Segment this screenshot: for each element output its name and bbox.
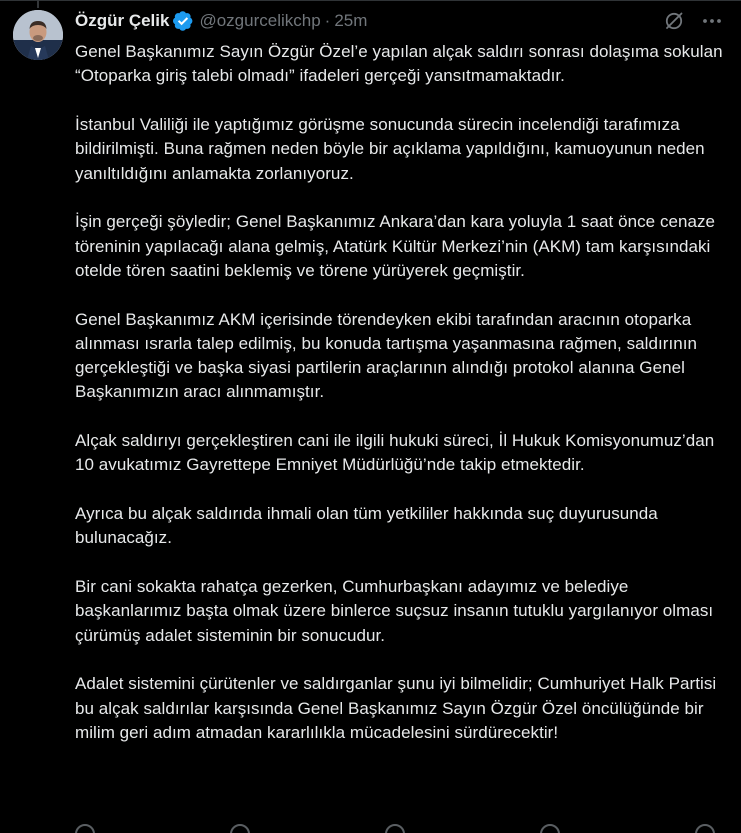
display-name[interactable]: Özgür Çelik (75, 11, 170, 30)
separator-dot: · (324, 11, 331, 30)
like-icon[interactable] (385, 824, 405, 833)
thread-connector (37, 0, 39, 8)
avatar-image (13, 10, 63, 60)
share-icon[interactable] (695, 824, 715, 833)
repost-icon[interactable] (230, 824, 250, 833)
grok-icon[interactable] (663, 10, 685, 32)
handle[interactable]: @ozgurcelikchp (199, 11, 321, 30)
tweet-paragraph-6: Ayrıca bu alçak saldırıda ihmali olan tüm yetkililer hakkında suç duyurusunda bulunacağız. (75, 504, 658, 548)
tweet-header (75, 9, 367, 33)
timestamp[interactable]: 25m (334, 11, 368, 30)
tweet-paragraph-3: İşin gerçeği şöyledir; Genel Başkanımız Ankara’dan kara yoluyla 1 saat önce cenaze töreninin yapılacağı alana gelmiş, Atatürk Kültür Merkezi’nin (AKM) tam karşısındaki otelde tören saatini beklemiş ve törene yürüyerek geçmiştir. (75, 212, 716, 280)
tweet-paragraph-1: Genel Başkanımız Sayın Özgür Özel’e yapılan alçak saldırı sonrası dolaşıma sokulan “Otoparka giriş talebi olmadı” ifadeleri gerçeği yansıtmamaktadır. (75, 42, 723, 86)
tweet-paragraph-7: Bir cani sokakta rahatça gezerken, Cumhurbaşkanı adayımız ve belediye başkanlarımız başta olmak üzere binlerce suçsuz insanın tutuklu yargılanıyor olması çürümüş adalet sisteminin bir sonucudur. (75, 577, 714, 645)
tweet-action-bar (75, 824, 715, 833)
avatar[interactable] (13, 10, 63, 60)
verified-badge-icon (172, 10, 194, 32)
tweet-paragraph-4: Genel Başkanımız AKM içerisinde törendeyken ekibi tarafından aracının otoparka alınması ısrarla talep edilmiş, bu konuda tartışma yaşanmasına rağmen, saldırının gerçekleştiği ve başka siyasi partilerin araçlarının alındığı protokol alanına Genel Başkanımızın aracı alınmamıştır. (75, 309, 698, 402)
more-icon[interactable] (701, 10, 723, 32)
tweet-paragraph-8: Adalet sistemini çürütenler ve saldırganlar şunu iyi bilmelidir; Cumhuriyet Halk Partisi bu alçak saldırılar karşısında Genel Başkanımız Sayın Özgür Özel öncülüğünde bir milim geri adım atmadan kararlılıkla mücadelesini sürdürecektir! (75, 674, 717, 742)
tweet-paragraph-2: İstanbul Valiliği ile yaptığımız görüşme sonucunda sürecin incelendiği tarafımıza bildirilmişti. Buna rağmen neden böyle bir açıklama yapıldığını, kamuoyunun neden yanıltıldığını anlamakta zorlanıyoruz. (75, 114, 705, 183)
reply-icon[interactable] (75, 824, 95, 833)
views-icon[interactable] (540, 824, 560, 833)
tweet-text (75, 40, 725, 745)
header-actions (663, 10, 723, 32)
tweet-paragraph-5: Alçak saldırıyı gerçekleştiren cani ile ilgili hukuki süreci, İl Hukuk Komisyonumuz’dan 10 avukatımız Gayrettepe Emniyet Müdürlüğü’nde takip etmektedir. (75, 431, 715, 475)
